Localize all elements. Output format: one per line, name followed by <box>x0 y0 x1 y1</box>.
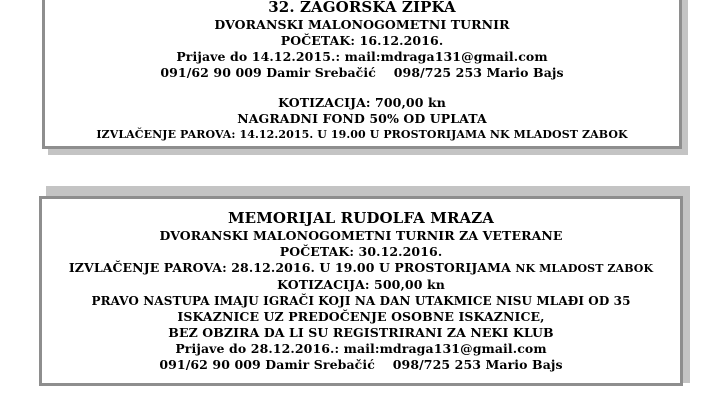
notice-1-draw: IZVLAČENJE PAROVA: 14.12.2015. U 19.00 U PROSTORIJAMA NK MLADOST ZABOK <box>96 128 628 141</box>
notice-1-start-date: POČETAK: 16.12.2016. <box>280 33 444 48</box>
notice-2-registration: Prijave do 28.12.2016.: mail:mdraga131@gmail.com <box>175 341 547 356</box>
notice-2 <box>39 196 683 386</box>
notice-1-title: 32. ZAGORSKA ZIPKA <box>268 0 456 16</box>
notice-2-draw <box>42 260 680 277</box>
notice-2-draw-club: NK MLADOST ZABOK <box>515 262 654 275</box>
notice-1-spacer <box>45 81 679 95</box>
notice-2-title: MEMORIJAL RUDOLFA MRAZA <box>227 209 495 227</box>
notice-2-eligibility-3: BEZ OBZIRA DA LI SU REGISTRIRANI ZA NEKI KLUB <box>168 325 554 340</box>
notice-2-contacts: 091/62 90 009 Damir Srebačić 098/725 253 Mario Bajs <box>159 357 563 372</box>
notice-2-eligibility-2: ISKAZNICE UZ PREDOČENJE OSOBNE ISKAZNICE, <box>177 309 545 324</box>
notice-2-start-date: POČETAK: 30.12.2016. <box>279 244 443 259</box>
notice-2-fee: KOTIZACIJA: 500,00 kn <box>277 277 445 292</box>
notice-1-prize-fund: NAGRADNI FOND 50% OD UPLATA <box>237 111 487 126</box>
notice-2-draw-main: IZVLAČENJE PAROVA: 28.12.2016. U 19.00 U PROSTORIJAMA <box>68 260 511 275</box>
notice-1 <box>42 0 682 149</box>
notice-1-contacts: 091/62 90 009 Damir Srebačić 098/725 253 Mario Bajs <box>160 65 564 80</box>
notice-2-subtitle: DVORANSKI MALONOGOMETNI TURNIR ZA VETERANE <box>159 228 563 243</box>
notice-1-subtitle: DVORANSKI MALONOGOMETNI TURNIR <box>214 17 510 32</box>
notice-1-fee: KOTIZACIJA: 700,00 kn <box>278 95 446 110</box>
notice-2-eligibility-1: PRAVO NASTUPA IMAJU IGRAČI KOJI NA DAN UTAKMICE NISU MLAĐI OD 35 <box>91 294 631 308</box>
notice-1-registration: Prijave do 14.12.2015.: mail:mdraga131@gmail.com <box>176 49 548 64</box>
